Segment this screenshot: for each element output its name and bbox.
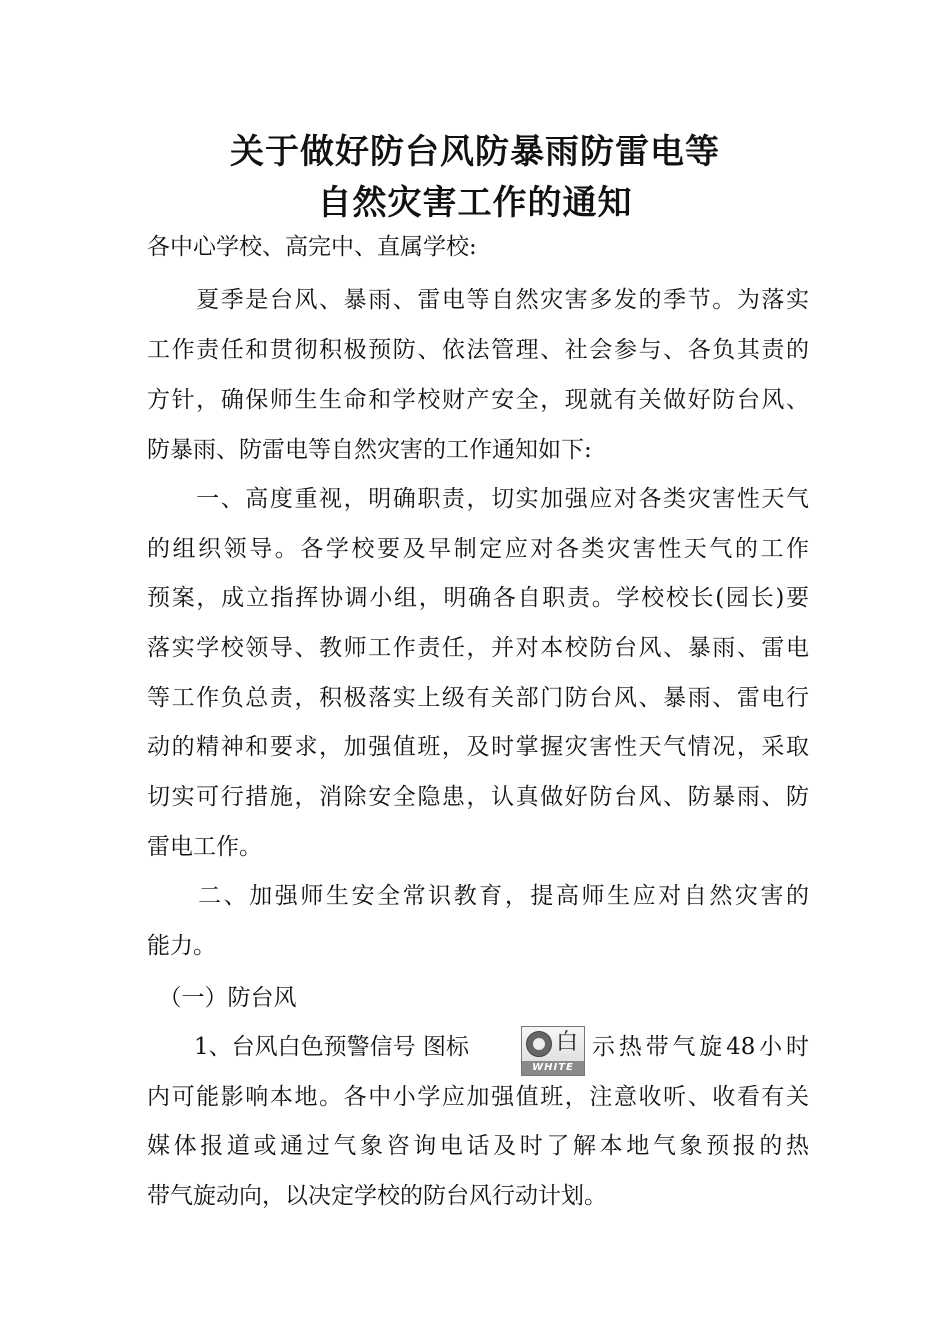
section1-line: 等工作负总责，积极落实上级有关部门防台风、暴雨、雷电行	[147, 685, 809, 711]
typhoon-white-warning-icon	[521, 1026, 585, 1076]
document-title-line-2: 自然灾害工作的通知	[317, 183, 633, 223]
signal-color-word: WHITE	[522, 1061, 584, 1075]
intro-line: 夏季是台风、暴雨、雷电等自然灾害多发的季节。为落实	[147, 287, 809, 313]
item1-line: 内可能影响本地。各中小学应加强值班，注意收听、收看有关	[147, 1084, 809, 1110]
section1-line: 落实学校领导、教师工作责任，并对本校防台风、暴雨、雷电	[147, 635, 809, 661]
section1-line: 切实可行措施，消除安全隐患，认真做好防台风、防暴雨、防	[147, 784, 809, 810]
item1-line: 带气旋动向，以决定学校的防台风行动计划。	[147, 1183, 607, 1209]
signal-color-character: 白	[556, 1030, 579, 1055]
document-title-line-1: 关于做好防台风防暴雨防雷电等	[230, 132, 720, 172]
section2-line: 能力。	[147, 933, 216, 959]
section1-line: 预案，成立指挥协调小组，明确各自职责。学校校长(园长)要	[147, 585, 809, 611]
item1-text-after-icon: 示热带气旋48小时	[592, 1034, 809, 1060]
intro-line: 防暴雨、防雷电等自然灾害的工作通知如下:	[147, 437, 592, 463]
section1-line: 一、高度重视，明确职责，切实加强应对各类灾害性天气	[147, 486, 809, 512]
subsection-heading: （一）防台风	[147, 985, 297, 1011]
intro-line: 工作责任和贯彻积极预防、依法管理、社会参与、各负其责的	[147, 337, 809, 363]
salutation: 各中心学校、高完中、直属学校:	[147, 234, 477, 260]
section1-line: 动的精神和要求，加强值班，及时掌握灾害性天气情况，采取	[147, 734, 809, 760]
item1-text-before-icon: 1、台风白色预警信号 图标	[194, 1034, 469, 1060]
intro-line: 方针，确保师生生命和学校财产安全，现就有关做好防台风、	[147, 387, 809, 413]
typhoon-symbol-icon	[526, 1031, 552, 1057]
item1-line: 媒体报道或通过气象咨询电话及时了解本地气象预报的热	[147, 1133, 809, 1159]
item1-first-line	[147, 1032, 809, 1076]
section2-line: 二、加强师生安全常识教育，提高师生应对自然灾害的	[147, 883, 809, 909]
section1-line: 雷电工作。	[147, 834, 262, 860]
section1-line: 的组织领导。各学校要及早制定应对各类灾害性天气的工作	[147, 536, 809, 562]
